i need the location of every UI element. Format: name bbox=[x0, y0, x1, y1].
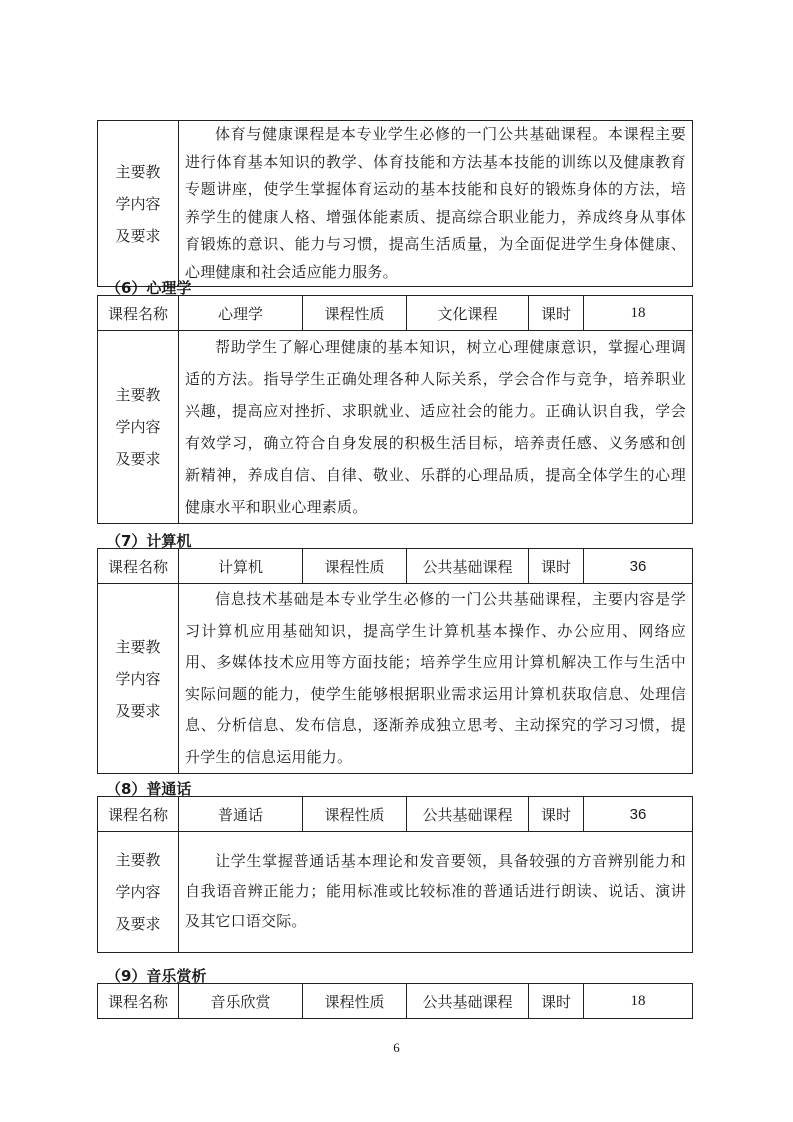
content-cell bbox=[179, 832, 693, 953]
content-label: 主要教 学内容 及要求 bbox=[98, 832, 179, 953]
section-title: （6）心理学 bbox=[106, 279, 192, 297]
course-name-label: 课程名称 bbox=[98, 549, 179, 584]
pe-course-table bbox=[97, 120, 693, 287]
content-text: 帮助学生了解心理健康的基本知识，树立心理健康意识，掌握心理调适的方法。指导学生正确处理各种人际关系，学会合作与竞争，培养职业兴趣，提高应对挫折、求职就业、适应社会的能力。正确认识自我，学会有效学习，确立符合自身发展的积极生活目标，培养责任感、义务感和创新精神，养成自信、自律、敬业、乐群的心理品质，提高全体学生的心理健康水平和职业心理素质。 bbox=[185, 338, 686, 516]
course-header-row bbox=[98, 797, 693, 832]
content-cell bbox=[179, 331, 693, 524]
course-nature-value: 公共基础课程 bbox=[407, 984, 529, 1019]
hours-value: 18 bbox=[584, 296, 693, 331]
course-name-value: 计算机 bbox=[179, 549, 303, 584]
course-name-label: 课程名称 bbox=[98, 984, 179, 1019]
section-title: （9）音乐赏析 bbox=[106, 967, 207, 985]
section-title: （8）普通话 bbox=[106, 780, 192, 798]
course-nature-label: 课程性质 bbox=[303, 549, 407, 584]
page-number: 6 bbox=[393, 1040, 400, 1055]
content-text: 让学生掌握普通话基本理论和发音要领，具备较强的方音辨别能力和自我语音辨正能力；能用标准或比较标准的普通话进行朗读、说话、演讲及其它口语交际。 bbox=[185, 852, 686, 930]
content-row bbox=[98, 331, 693, 524]
hours-value: 18 bbox=[584, 984, 693, 1019]
course-nature-value: 文化课程 bbox=[407, 296, 529, 331]
course-name-value: 普通话 bbox=[179, 797, 303, 832]
hours-value: 36 bbox=[584, 549, 693, 584]
course-nature-label: 课程性质 bbox=[303, 984, 407, 1019]
course-name-value: 音乐欣赏 bbox=[179, 984, 303, 1019]
hours-value: 36 bbox=[584, 797, 693, 832]
course-name-value: 心理学 bbox=[179, 296, 303, 331]
hours-label: 课时 bbox=[529, 549, 584, 584]
content-text: 信息技术基础是本专业学生必修的一门公共基础课程，主要内容是学习计算机应用基础知识，提高学生计算机基本操作、办公应用、网络应用、多媒体技术应用等方面技能；培养学生应用计算机解决工作与生活中实际问题的能力，使学生能够根据职业需求运用计算机获取信息、处理信息、分析信息、发布信息，逐渐养成独立思考、主动探究的学习习惯，提升学生的信息运用能力。 bbox=[185, 590, 686, 766]
content-label: 主要教 学内容 及要求 bbox=[98, 584, 179, 774]
course-header-row bbox=[98, 296, 693, 331]
course-table bbox=[97, 548, 693, 774]
course-nature-value: 公共基础课程 bbox=[407, 549, 529, 584]
hours-label: 课时 bbox=[529, 984, 584, 1019]
hours-label: 课时 bbox=[529, 797, 584, 832]
content-cell bbox=[179, 121, 693, 287]
course-nature-value: 公共基础课程 bbox=[407, 797, 529, 832]
course-header-row bbox=[98, 984, 693, 1019]
course-header-row bbox=[98, 549, 693, 584]
section-title: （7）计算机 bbox=[106, 532, 192, 550]
content-row bbox=[98, 832, 693, 953]
course-table bbox=[97, 295, 693, 524]
course-nature-label: 课程性质 bbox=[303, 296, 407, 331]
content-label: 主要教 学内容 及要求 bbox=[98, 331, 179, 524]
course-table bbox=[97, 983, 693, 1019]
course-name-label: 课程名称 bbox=[98, 797, 179, 832]
content-text: 体育与健康课程是本专业学生必修的一门公共基础课程。本课程主要进行体育基本知识的教学、体育技能和方法基本技能的训练以及健康教育专题讲座，使学生掌握体育运动的基本技能和良好的锻炼身体的方法，培养学生的健康人格、增强体能素质、提高综合职业能力，养成终身从事体育锻炼的意识、能力与习惯，提高生活质量，为全面促进学生身体健康、心理健康和社会适应能力服务。 bbox=[185, 125, 686, 281]
course-name-label: 课程名称 bbox=[98, 296, 179, 331]
course-nature-label: 课程性质 bbox=[303, 797, 407, 832]
content-row bbox=[98, 121, 693, 287]
course-table bbox=[97, 796, 693, 953]
content-cell bbox=[179, 584, 693, 774]
content-label: 主要教 学内容 及要求 bbox=[98, 121, 179, 287]
content-row bbox=[98, 584, 693, 774]
hours-label: 课时 bbox=[529, 296, 584, 331]
